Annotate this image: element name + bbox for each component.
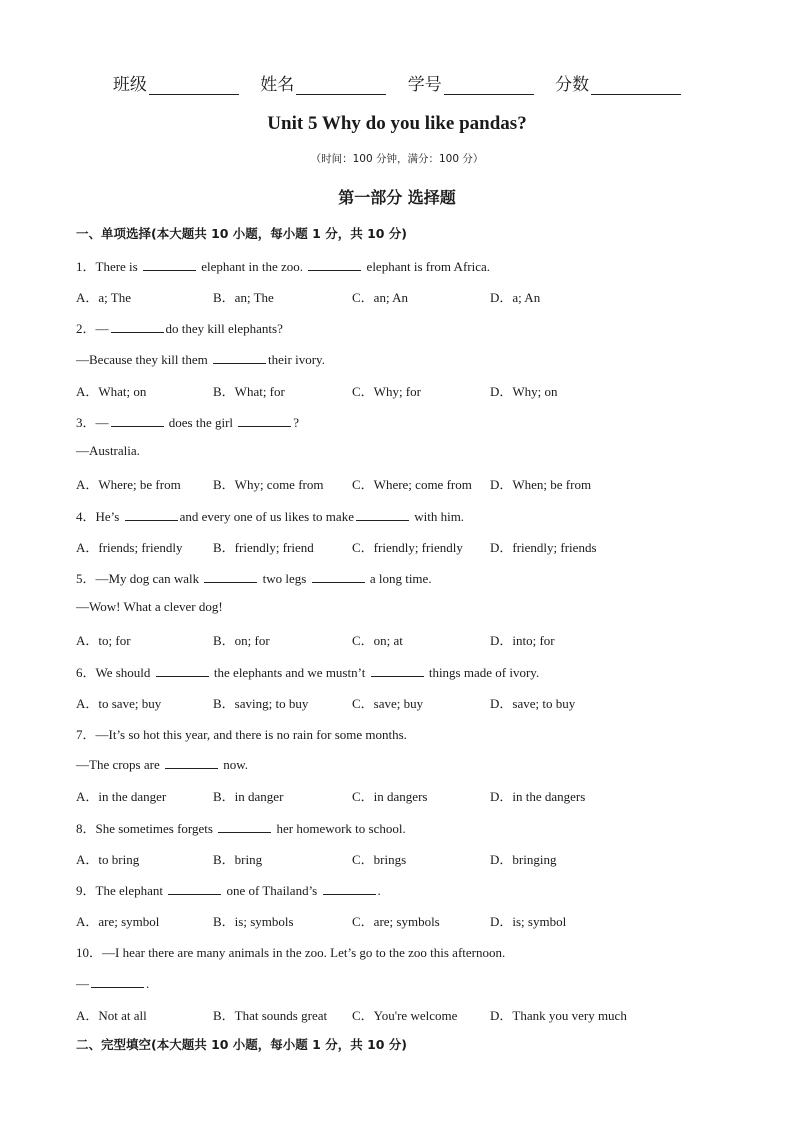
- part-title: 第一部分 选择题: [338, 188, 456, 207]
- question-6-option-C[interactable]: C．save; buy: [352, 695, 424, 711]
- question-3-option-B[interactable]: B．Why; come from: [213, 477, 324, 493]
- class-field: 班级: [113, 70, 239, 95]
- question-2-option-C[interactable]: C．Why; for: [352, 383, 421, 399]
- question-5-line-1: [76, 568, 432, 587]
- question-text: —Wow! What a clever dog!: [76, 599, 223, 615]
- question-5-line-2: [76, 599, 223, 615]
- answer-blank[interactable]: [218, 819, 271, 833]
- question-7-line-2: [76, 755, 248, 773]
- question-text: does the girl: [165, 415, 237, 430]
- question-text: one of Thailand’s: [223, 883, 321, 898]
- question-2-line-1: [76, 318, 283, 337]
- section-heading-2: 二、完型填空(本大题共 10 小题，每小题 1 分，共 10 分): [76, 1037, 408, 1052]
- question-text: and every one of us likes to make: [179, 508, 354, 524]
- question-5-option-D[interactable]: D．into; for: [490, 633, 555, 649]
- exam-subtitle: （时间：100 分钟，满分：100 分）: [310, 153, 484, 165]
- question-10-option-A[interactable]: A．Not at all: [76, 1007, 147, 1023]
- question-5-option-C[interactable]: C．on; at: [352, 633, 403, 649]
- question-3-option-D[interactable]: D．When; be from: [490, 477, 592, 493]
- student-info-line: [0, 70, 794, 95]
- question-text: 6．We should: [76, 664, 154, 680]
- question-6-option-A[interactable]: A．to save; buy: [76, 695, 162, 711]
- question-text: 3．—: [76, 415, 109, 430]
- answer-blank[interactable]: [308, 257, 361, 271]
- page-title: Unit 5 Why do you like pandas?: [267, 113, 527, 134]
- question-4-option-C[interactable]: C．friendly; friendly: [352, 539, 463, 555]
- question-text: —: [76, 975, 89, 991]
- question-8-line-1: [76, 818, 406, 837]
- answer-blank[interactable]: [111, 413, 164, 427]
- question-4-option-B[interactable]: B．friendly; friend: [213, 539, 314, 555]
- question-2-option-A[interactable]: A．What; on: [76, 383, 147, 399]
- question-text: —Australia.: [76, 443, 140, 459]
- question-8-option-A[interactable]: A．to bring: [76, 851, 140, 867]
- question-text: with him.: [410, 508, 465, 524]
- question-text: elephant is from Africa.: [363, 259, 491, 274]
- answer-blank[interactable]: [165, 755, 218, 769]
- answer-blank[interactable]: [371, 663, 424, 677]
- question-text: 7．—It’s so hot this year, and there is no rain for some months.: [76, 727, 407, 742]
- question-text: —Because they kill them: [76, 351, 212, 367]
- question-6-line-1: [76, 662, 539, 681]
- question-text: two legs: [259, 571, 310, 586]
- question-10-option-B[interactable]: B．That sounds great: [213, 1007, 328, 1023]
- question-1-option-A[interactable]: A．a; The: [76, 290, 131, 306]
- question-7-option-A[interactable]: A．in the danger: [76, 789, 167, 805]
- question-text: now.: [220, 757, 249, 773]
- answer-blank[interactable]: [323, 881, 376, 895]
- question-9-option-B[interactable]: B．is; symbols: [213, 914, 294, 930]
- question-text: .: [146, 975, 150, 991]
- question-2-line-2: [76, 350, 325, 368]
- class-blank[interactable]: [149, 76, 239, 95]
- question-text: their ivory.: [268, 351, 325, 367]
- question-text: elephant in the zoo.: [197, 259, 307, 274]
- question-9-option-C[interactable]: C．are; symbols: [352, 914, 440, 930]
- answer-blank[interactable]: [125, 507, 178, 521]
- question-6-option-B[interactable]: B．saving; to buy: [213, 695, 309, 711]
- question-10-line-2: [76, 974, 149, 992]
- question-text: 10．—I hear there are many animals in the zoo. Let’s go to the zoo this afternoon.: [76, 945, 506, 961]
- question-4-option-D[interactable]: D．friendly; friends: [490, 539, 597, 555]
- question-text: do they kill elephants?: [165, 321, 283, 337]
- question-text: ?: [293, 415, 300, 430]
- question-4-option-A[interactable]: A．friends; friendly: [76, 539, 183, 555]
- question-text: 5．—My dog can walk: [76, 571, 203, 586]
- question-text: 9．The elephant: [76, 883, 167, 898]
- question-7-option-D[interactable]: D．in the dangers: [490, 789, 586, 805]
- answer-blank[interactable]: [91, 974, 144, 988]
- question-text: 8．She sometimes forgets: [76, 820, 217, 836]
- answer-blank[interactable]: [111, 319, 164, 333]
- question-text: —The crops are: [76, 757, 163, 773]
- score-field: 分数: [555, 70, 681, 95]
- question-text: 1．There is: [76, 259, 141, 274]
- section-heading-1: 一、单项选择(本大题共 10 小题，每小题 1 分，共 10 分): [76, 226, 408, 241]
- question-text: things made of ivory.: [425, 664, 540, 680]
- question-1-option-D[interactable]: D．a; An: [490, 290, 541, 306]
- question-9-option-A[interactable]: A．are; symbol: [76, 914, 160, 930]
- question-8-option-C[interactable]: C．brings: [352, 851, 407, 867]
- student-id-blank[interactable]: [444, 76, 534, 95]
- question-3-option-C[interactable]: C．Where; come from: [352, 477, 472, 493]
- question-text: 2．—: [76, 321, 109, 337]
- answer-blank[interactable]: [312, 569, 365, 583]
- question-7-line-1: [76, 724, 407, 743]
- question-text: the elephants and we mustn’t: [210, 664, 369, 680]
- score-blank[interactable]: [591, 76, 681, 95]
- question-7-option-C[interactable]: C．in dangers: [352, 789, 428, 805]
- answer-blank[interactable]: [213, 350, 266, 364]
- answer-blank[interactable]: [238, 413, 291, 427]
- question-text: .: [377, 883, 381, 898]
- question-text: a long time.: [366, 571, 432, 586]
- question-1-option-C[interactable]: C．an; An: [352, 290, 408, 306]
- name-blank[interactable]: [296, 76, 386, 95]
- question-5-option-B[interactable]: B．on; for: [213, 633, 270, 649]
- question-9-option-D[interactable]: D．is; symbol: [490, 914, 567, 930]
- question-3-option-A[interactable]: A．Where; be from: [76, 477, 181, 493]
- question-1-option-B[interactable]: B．an; The: [213, 290, 274, 306]
- question-8-option-B[interactable]: B．bring: [213, 851, 263, 867]
- answer-blank[interactable]: [204, 569, 257, 583]
- answer-blank[interactable]: [168, 881, 221, 895]
- question-1-line-1: [76, 256, 490, 275]
- question-10-option-C[interactable]: C．You're welcome: [352, 1007, 458, 1023]
- question-9-line-1: [76, 880, 381, 899]
- name-field: 姓名: [260, 70, 386, 95]
- question-5-option-A[interactable]: A．to; for: [76, 633, 131, 649]
- question-8-option-D[interactable]: D．bringing: [490, 851, 557, 867]
- question-3-line-2: [76, 443, 140, 459]
- question-7-option-B[interactable]: B．in danger: [213, 789, 284, 805]
- question-3-line-1: [76, 412, 299, 431]
- question-6-option-D[interactable]: D．save; to buy: [490, 695, 576, 711]
- answer-blank[interactable]: [356, 507, 409, 521]
- question-text: 4．He’s: [76, 508, 123, 524]
- question-10-line-1: [76, 942, 505, 961]
- question-10-option-D[interactable]: D．Thank you very much: [490, 1007, 627, 1023]
- question-text: her homework to school.: [273, 820, 406, 836]
- question-4-line-1: [76, 506, 464, 525]
- question-2-option-D[interactable]: D．Why; on: [490, 383, 558, 399]
- student-id-field: 学号: [408, 70, 534, 95]
- answer-blank[interactable]: [143, 257, 196, 271]
- answer-blank[interactable]: [156, 663, 209, 677]
- question-2-option-B[interactable]: B．What; for: [213, 383, 285, 399]
